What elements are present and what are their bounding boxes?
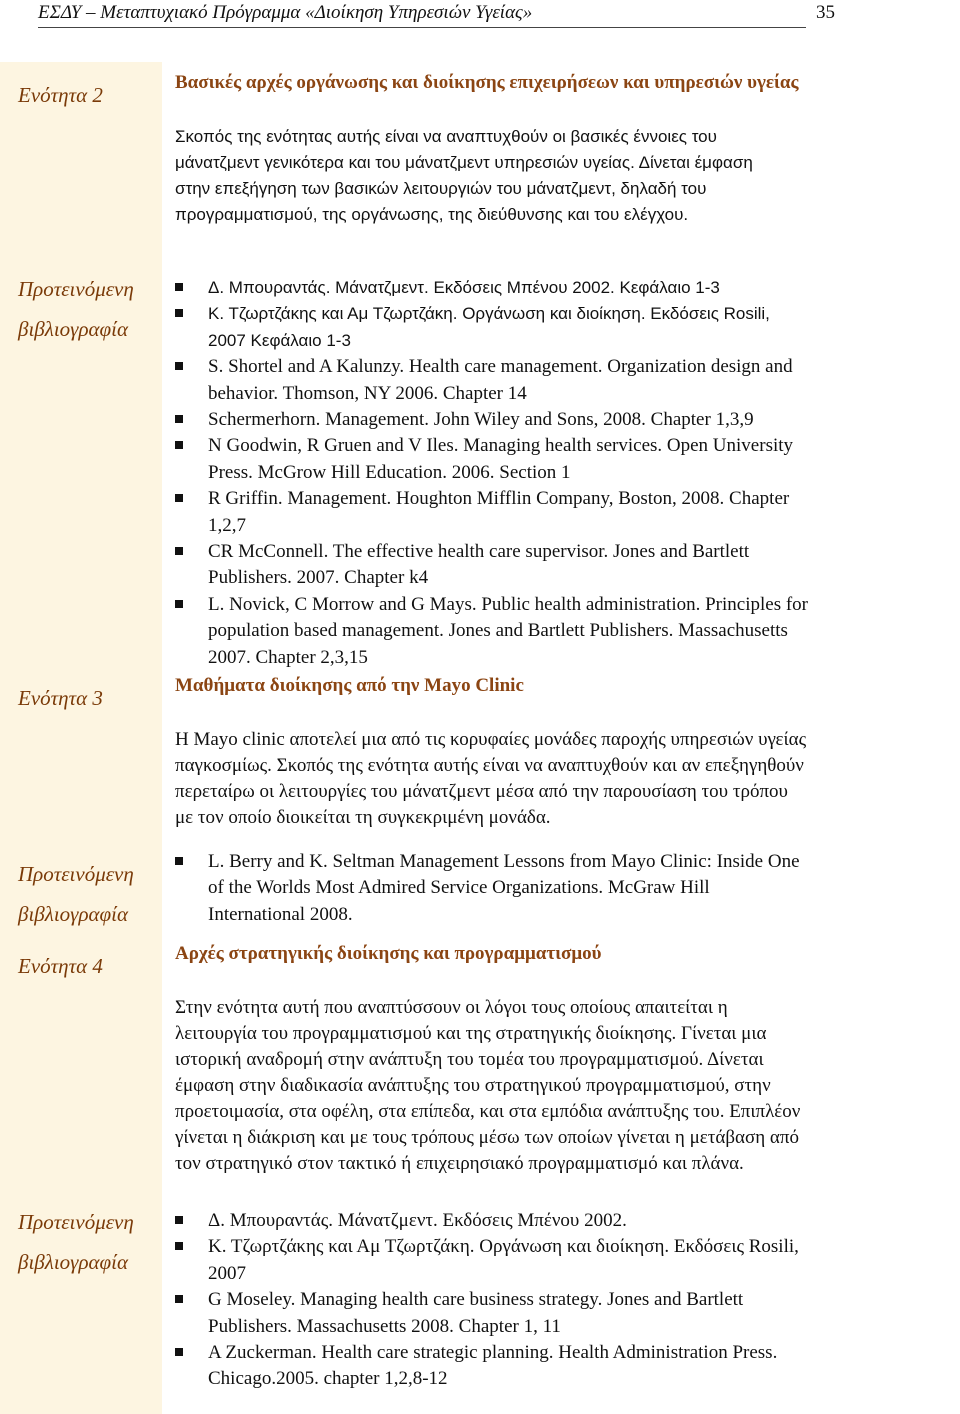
biblio-label-4b: βιβλιογραφία <box>18 1250 129 1274</box>
unit-label-3: Ενότητα 3 <box>18 686 103 710</box>
reference-item: G Moseley. Managing health care business strategy. Jones and Bartlett Publishers. Massachusetts 2008. Chapter 1, 11 <box>175 1287 945 1340</box>
bullet-icon <box>175 415 183 423</box>
bullet-icon <box>175 362 183 370</box>
section-title-2: Βασικές αρχές οργάνωσης και διοίκησης επιχειρήσεων και υπηρεσιών υγείας <box>175 72 799 93</box>
section-title-4: Αρχές στρατηγικής διοίκησης και προγραμματισμού <box>175 943 602 964</box>
reference-item: A Zuckerman. Health care strategic planning. Health Administration Press. Chicago.2005. chapter 1,2,8-12 <box>175 1340 945 1393</box>
bullet-icon <box>175 494 183 502</box>
section-title-3: Μαθήματα διοίκησης από την Mayo Clinic <box>175 675 524 696</box>
bullet-icon <box>175 1216 183 1224</box>
header-title: ΕΣΔΥ – Μεταπτυχιακό Πρόγραμμα «Διοίκηση Υπηρεσιών Υγείας» <box>38 2 533 23</box>
biblio-label-4a: Προτεινόμενη <box>18 1210 134 1234</box>
bullet-icon <box>175 600 183 608</box>
reference-item: CR McConnell. The effective health care supervisor. Jones and Bartlett Publishers. 2007. Chapter k4 <box>175 539 945 592</box>
section-description-2: Σκοπός της ενότητας αυτής είναι να αναπτυχθούν οι βασικές έννοιες του μάνατζμεντ γενικότερα και του μάνατζμεντ υπηρεσιών υγείας. Δίνεται έμφαση στην επεξήγηση των βασικών λειτουργιών του μάνατζμεντ, δηλαδή του προγραμματισμού, της οργάνωσης, της διεύθυνσης και του ελέγχου. <box>175 127 753 224</box>
reference-item: Δ. Μπουραντάς. Μάνατζμεντ. Εκδόσεις Μπένου 2002. Κεφάλαιο 1-3 <box>175 275 945 301</box>
page-number: 35 <box>816 2 835 23</box>
reference-item: L. Novick, C Morrow and G Mays. Public health administration. Principles for population based management. Jones and Bartlett Publishers. Massachusetts 2007. Chapter 2,3,15 <box>175 592 945 671</box>
section-description-4: Στην ενότητα αυτή που αναπτύσσουν οι λόγοι τους οποίους απαιτείται η λειτουργία του προγραμματισμού και της στρατηγικής διοίκησης. Γίνεται μια ιστορική αναδρομή στην ανάπτυξη του τομέα του προγραμματισμού. Δίνεται έμφαση στην διαδικασία ανάπτυξης του στρατηγικού προγραμματισμού, στην προετοιμασία, στα οφέλη, στα επίπεδα, και στα εμπόδια ανάπτυξης του. Επιπλέον γίνεται η διάκριση και με τους τρόπους μέσω των οποίων γίνεται η μετάβαση από τον στρατηγικό στον τακτικό ή επιχειρησιακό προγραμματισμό και πλάνα. <box>175 997 801 1174</box>
reference-list-3 <box>175 849 945 928</box>
reference-item: Κ. Τζωρτζάκης και Αμ Τζωρτζάκη. Οργάνωση και διοίκηση. Εκδόσεις Rosili, 2007 Κεφάλαιο 1-3 <box>175 301 945 354</box>
reference-item: L. Berry and K. Seltman Management Lessons from Mayo Clinic: Inside One of the Worlds Most Admired Service Organizations. McGraw Hill International 2008. <box>175 849 945 928</box>
reference-item: Δ. Μπουραντάς. Μάνατζμεντ. Εκδόσεις Μπένου 2002. <box>175 1208 945 1234</box>
reference-item: Schermerhorn. Management. John Wiley and Sons, 2008. Chapter 1,3,9 <box>175 407 945 433</box>
bullet-icon <box>175 547 183 555</box>
unit-label-4: Ενότητα 4 <box>18 954 103 978</box>
reference-item: Κ. Τζωρτζάκης και Αμ Τζωρτζάκη. Οργάνωση και διοίκηση. Εκδόσεις Rosili, 2007 <box>175 1234 945 1287</box>
bullet-icon <box>175 1348 183 1356</box>
reference-item: S. Shortel and A Kalunzy. Health care management. Organization design and behavior. Thomson, NY 2006. Chapter 14 <box>175 354 945 407</box>
biblio-label-3a: Προτεινόμενη <box>18 862 134 886</box>
biblio-label-2b: βιβλιογραφία <box>18 317 129 341</box>
bullet-icon <box>175 1242 183 1250</box>
section-description-3: Η Mayo clinic αποτελεί μια από τις κορυφαίες μονάδες παροχής υπηρεσιών υγείας παγκοσμίως. Σκοπός της ενότητα αυτής είναι να αναπτυχθούν και αν επεξηγηθούν περεταίρω οι λειτουργίες του μάνατζμεντ μέσα από την παρουσίαση του τρόπου με τον οποίο διοικείται τη συγκεκριμένη μονάδα. <box>175 729 807 828</box>
reference-item: R Griffin. Management. Houghton Mifflin Company, Boston, 2008. Chapter 1,2,7 <box>175 486 945 539</box>
page-header <box>38 0 806 28</box>
unit-label-2: Ενότητα 2 <box>18 83 103 107</box>
bullet-icon <box>175 309 183 317</box>
bullet-icon <box>175 857 183 865</box>
reference-list-2 <box>175 275 945 671</box>
reference-item: N Goodwin, R Gruen and V Iles. Managing health services. Open University Press. McGrow Hill Education. 2006. Section 1 <box>175 433 945 486</box>
bullet-icon <box>175 1295 183 1303</box>
reference-list-4 <box>175 1208 945 1393</box>
biblio-label-3b: βιβλιογραφία <box>18 902 129 926</box>
biblio-label-2a: Προτεινόμενη <box>18 277 134 301</box>
bullet-icon <box>175 283 183 291</box>
bullet-icon <box>175 441 183 449</box>
